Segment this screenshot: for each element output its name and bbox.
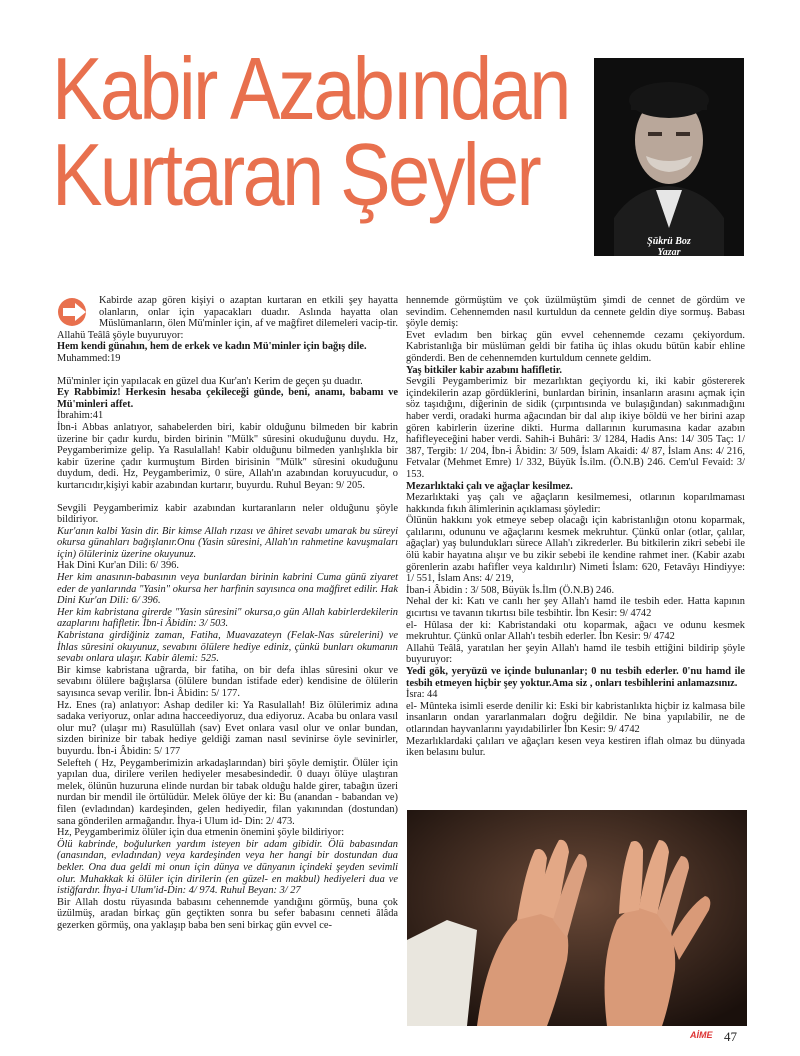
- subheading: Mezarlıktaki çalı ve ağaçlar kesilmez.: [406, 480, 573, 492]
- reference: Muhammed:19: [57, 352, 121, 364]
- hadith: Kur'anın kalbi Yasin dir. Bir kimse Allah rızası ve âhiret sevabı umarak bu süreyi okursa günahları bağışlanır.Onu (Yasin sûresini, Allah'ın rahmetine kavuşmaları için) ölüleriniz üzerine okuyunuz.: [57, 525, 398, 560]
- paragraph: Bir kimse kabristana uğrarda, bir fatiha, on bir defa ihlas sûresini okur ve sevabını ölülere bağışlarsa (ölülere bundan istifade eder) kendisine de ölülerin sayısınca sevap verilir. İbn-i Âbidin: 5/ 177.: [57, 664, 398, 699]
- paragraph: Mezarlıklardaki çalıları ve ağaçları kesen veya kestiren iflah olmaz bu dünyada iken belasını bulur.: [406, 735, 745, 759]
- paragraph: el- Hûlasa der ki: Kabristandaki otu koparmak, ağacı ve odunu kesmek mekruhtur. Çünkü onlar Allah'ı tesbih ederler. İbn Kesir: 9/ 4742: [406, 619, 745, 643]
- paragraph: Sevgili Peygamberimiz kabir azabından kurtaranların neler olduğunu şöyle bildiriyor.: [57, 502, 398, 526]
- paragraph: Mezarlıktaki yaş çalı ve ağaçların kesilmemesi, otlarının koparılmaması hakkında fıkıh âlimlerinin açıklaması şöyledir:: [406, 492, 745, 515]
- left-column: [57, 295, 398, 931]
- paragraph: Hz. Enes (ra) anlatıyor: Ashap dediler ki: Ya Rasulallah! Biz ölülerimiz adına sadaka veriyoruz, onlar adına hacceediyoruz, dua ediyoruz. Acaba bu onlara vasıl olur mu? (ulaşır mı) Rasulüllah (sav) Evet onlara vasıl olur ve onlar bundan, sizden birinize bir tabak hediye geldiği zaman nasıl sevinirse öyle sevinirler, buyurdu. İbn-i Âbidin: 5/ 177: [57, 699, 398, 757]
- verse: Yedi gök, yeryüzü ve içinde bulunanlar; 0 nu tesbih ederler. 0'nu hamd ile tesbih etmeyen hiçbir şey yoktur.Ama siz , onları tesbihlerini anlamazsınız.: [406, 666, 745, 689]
- arrow-right-icon: [57, 297, 93, 327]
- paragraph: el- Mûnteka isimli eserde denilir ki: Eski bir kabristanlıkta hiçbir iz kalmasa bile insanların ondan yararlanmaları doğru değildir. Ne bina yapılabilir, ne de otlarından hayvanlarını yayıdabilirler İbn Kesir: 9/ 4742: [406, 700, 745, 735]
- paragraph: Sevgili Peygamberimiz bir mezarlıktan geçiyordu ki, iki kabir göstererek içindekilerin azap gördüklerini, bunlardan birinin, insanların arasını açmak için söz taşıdığını, diğerinin de sidik (çırpıntısında ve bulaşığından) sakınmadığını haber verdi, oradaki hurma ağacından bir dal alıp ikiye böldü ve her birini azap gören kabirlerin üzerine dikti. Hurma dallarının kurumasına kadar azabın hafifleyeceğini haber verdi. Sahih-i Buhâri: 3/ 1284, Hadis Ans: 14/ 305 Taç: 1/ 387, Tergib: 1/ 204, İbn-i Âbidin: 3/ 509, İslam Akaidi: 4/ 87, İslam Ans: 4/ 216, Fetvalar (Mehmet Emre) 1/ 332, Büyük İs.ilm. (Ö.N.B) 246. Cem'ul Fevaid: 3/ 153.: [406, 376, 745, 480]
- paragraph: Selefteh ( Hz, Peygamberimizin arkadaşlarından) biri şöyle demiştir. Ölüler için yapılan dua, dirilere verilen hediyeler mesabesindedir. 0 duayı ölüye ulaştıran melek, ölünün huzuruna elinde nurdan bir tabak olduğu halde girer, tabağın üzeri nurdan bir mendil ile örtülüdür. Melek ölüye der ki: Bu (anandan - babandan ve) filen (evladından) kardeşinden, gelen hediyedir, filan yakınından (dostundan) sana gönderilen armağandır. İhya-i Ulum id- Din: 2/ 473.: [57, 757, 398, 827]
- hadith: Her kim anasının-babasının veya bunlardan birinin kabrini Cuma günü ziyaret eder de yanlarında "Yasin" okursa her harfinin sayısınca ona mağfiret edilir. Hak Dini Kur'an Dili: 6/ 396.: [57, 572, 398, 607]
- paragraph: Bir Allah dostu rüyasında babasını cehennemde yandığını görmüş, buna çok üzülmüş, aradan birkaç gün geçtikten sonra bu sefer babasını cenneti âlâda gezerken görmüş, ona yaklaşıp baba ben seni birkaç gün evvel ce-: [57, 896, 398, 931]
- author-name: Şükrü Boz: [647, 236, 691, 247]
- paragraph: Nehal der ki: Katı ve canlı her şey Allah'ı hamd ile tesbih eder. Hatta kapının gıcırtısı ve tavanın tıkırtısı bile tesbihtir. İbn Kesir: 9/ 4742: [406, 596, 745, 620]
- article-title: [52, 39, 569, 224]
- verse: Ey Rabbimiz! Herkesin hesaba çekileceği günde, beni, anamı, babamı ve Mü'minleri affet.: [57, 387, 398, 410]
- reference: Hak Dini Kur'an Dili: 6/ 396.: [57, 560, 179, 572]
- paragraph: hennemde görmüştüm ve çok üzülmüştüm şimdi de cennet de gördüm ve sevindim. Cehennemden nasıl kurtuldun da cennete geldin diye sormuş. Babası şöyle demiş:: [406, 295, 745, 330]
- hadith: Kabristana girdiğiniz zaman, Fatiha, Muavazateyn (Felak-Nas sûrelerini) ve İhlas sûresini okuyunuz, sevabını ölülere hediye ediniz, çünkü bunları okumanın sevabı onlara ulaşır. Kabir âlemi: 525.: [57, 630, 398, 665]
- reference: İban-i Âbidin : 3/ 508, Büyük İs.İlm (Ö.N.B) 246.: [406, 584, 615, 596]
- title-line-2: Kurtaran Şeyler: [52, 125, 540, 224]
- paragraph: Hz, Peygamberimiz ölüler için dua etmenin önemini şöyle bildiriyor:: [57, 827, 345, 839]
- praying-hands-image: [407, 810, 747, 1026]
- magazine-logo: AİME: [690, 1030, 713, 1040]
- page-number: 47: [724, 1029, 737, 1044]
- right-column: [406, 295, 745, 759]
- title-line-1: Kabir Azabından: [52, 39, 569, 138]
- author-caption: [594, 236, 744, 258]
- verse: Hem kendi günahın, hem de erkek ve kadın Mü'minler için bağış dile.: [57, 341, 367, 353]
- paragraph: Kabirde azap gören kişiyi o azaptan kurtaran en etkili şey hayatta olanların, onlar için yapacakları duadır. Aslında hayatta olan Müslümanların, ölen Mü'minler için, af ve mağfiret dilemeleri vacip-tir. Allahü Teâlâ şöyle buyuruyor:: [57, 295, 398, 341]
- paragraph: Ölünün hakkını yok etmeye sebep olacağı için kabristanlığın otonu koparmak, çalılarını, odununu ve ağaçlarını kesmek mekruhtur. Çünkü onlar (otlar, çalılar, ağaçlar) yaş bulundukları sürece Allah'ı zikrederler. Bu bitkilerin zikri sebebi ile ölü kabir hayatına alışır ve bu zikir sebebi ile kendine rahmet iner. (Kabir azabı görenlerin azabı hafifler veya kaldırılır) Nimeti İslam: 620, Fetavâyı Hindiyye: 1/ 551, İslam Ans: 4/ 219,: [406, 515, 745, 585]
- paragraph: Allahü Teâlâ, yaratılan her şeyin Allah'ı hamd ile tesbih ettiğini bildirip şöyle buyuruyor:: [406, 642, 745, 666]
- hadith: Her kim kabristana girerde "Yasin sûresini" okursa,o gün Allah kabirlerdekilerin azaplarını hafifletir. İbn-i Âbidin: 3/ 503.: [57, 606, 398, 630]
- author-role: Yazar: [657, 247, 681, 258]
- paragraph: İbn-i Abbas anlatıyor, sahabelerden biri, kabir olduğunu bilmeden bir kabrin üzerine bir çadır kurdu, birden birinin "Mülk" sûresini okuduğunu duydu. Hz, Peygamberimize gelip. Ya Rasulallah! Kabir olduğunu bilmeden yanlışlıkla bir kabir üzerine çadır kurmuştum Birden birisinin "Mülk" sûresini okuduğunu duydum, dedi. Hz, Peygamberimiz, 0 süre, Allah'ın azabından koruyucudur, o kurtarıcıdır,kişiyi kabir azabından kurtarır, buyurdu. Ruhul Beyan: 9/ 205.: [57, 421, 398, 491]
- paragraph: Mü'minler için yapılacak en güzel dua Kur'an'ı Kerim de geçen şu duadır.: [57, 375, 363, 387]
- reference: İbrahim:41: [57, 410, 104, 422]
- page-footer: [690, 1030, 750, 1046]
- subheading: Yaş bitkiler kabir azabını hafifletir.: [406, 364, 562, 376]
- paragraph: Evet evladım ben birkaç gün evvel cehennemde cezamı çekiyordum. Kabristanlığa bir müslüman geldi bir fatiha üç ihlas okudu bütün kabir ehline gönderdi. Ben de cehennemden kurtuldum cennete geldim.: [406, 329, 745, 364]
- author-photo: [594, 58, 744, 256]
- reference: İsra: 44: [406, 689, 438, 701]
- hadith: Ölü kabrinde, boğulurken yardım isteyen bir adam gibidir. Ölü babasından (anasından, evladından) veya kardeşinden veya her hangi bir dostundan dua bekler. Ona dua geldi mi onun için dünya ve dünyanın içindeki şeyden sevimli olur. Muhakkak ki ölüler için dirilerin (en güzel- en makbul) hediyeleri dua ve istiğfardır. İhya-i Ulum'id-Din: 4/ 974. Ruhul Beyan: 3/ 27: [57, 838, 398, 897]
